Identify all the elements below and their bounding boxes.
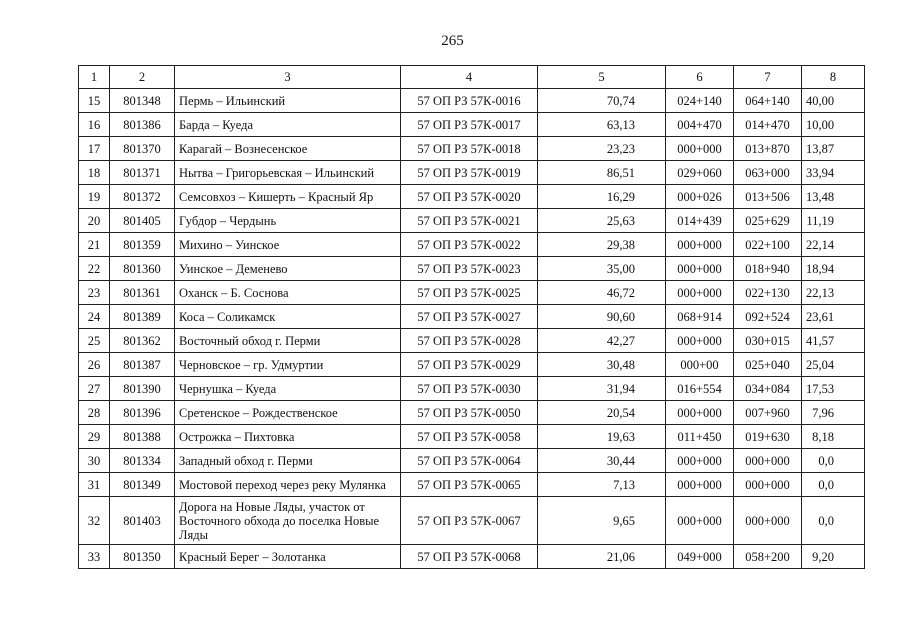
table-row bbox=[79, 233, 865, 257]
road-id-cell: 801388 bbox=[110, 425, 175, 449]
end-km-cell: 007+960 bbox=[734, 401, 802, 425]
road-code-cell: 57 ОП РЗ 57К-0068 bbox=[401, 545, 538, 569]
road-id-cell: 801387 bbox=[110, 353, 175, 377]
road-code-cell: 57 ОП РЗ 57К-0030 bbox=[401, 377, 538, 401]
section-length-cell: 0,0 bbox=[802, 473, 865, 497]
road-length-cell: 90,60 bbox=[538, 305, 666, 329]
start-km-cell: 068+914 bbox=[666, 305, 734, 329]
start-km-cell: 000+000 bbox=[666, 497, 734, 545]
road-code-cell: 57 ОП РЗ 57К-0016 bbox=[401, 89, 538, 113]
road-id-cell: 801396 bbox=[110, 401, 175, 425]
road-length-cell: 30,48 bbox=[538, 353, 666, 377]
header-row bbox=[79, 66, 865, 89]
section-length-cell: 7,96 bbox=[802, 401, 865, 425]
road-id-cell: 801371 bbox=[110, 161, 175, 185]
section-length-cell: 8,18 bbox=[802, 425, 865, 449]
row-number-cell: 20 bbox=[79, 209, 110, 233]
road-code-cell: 57 ОП РЗ 57К-0018 bbox=[401, 137, 538, 161]
road-code-cell: 57 ОП РЗ 57К-0058 bbox=[401, 425, 538, 449]
road-id-cell: 801349 bbox=[110, 473, 175, 497]
column-header: 3 bbox=[175, 66, 401, 89]
column-header: 5 bbox=[538, 66, 666, 89]
end-km-cell: 063+000 bbox=[734, 161, 802, 185]
section-length-cell: 13,48 bbox=[802, 185, 865, 209]
road-code-cell: 57 ОП РЗ 57К-0027 bbox=[401, 305, 538, 329]
row-number-cell: 24 bbox=[79, 305, 110, 329]
row-number-cell: 28 bbox=[79, 401, 110, 425]
road-length-cell: 29,38 bbox=[538, 233, 666, 257]
road-name-cell: Уинское – Деменево bbox=[175, 257, 401, 281]
road-code-cell: 57 ОП РЗ 57К-0065 bbox=[401, 473, 538, 497]
road-id-cell: 801386 bbox=[110, 113, 175, 137]
end-km-cell: 030+015 bbox=[734, 329, 802, 353]
start-km-cell: 000+000 bbox=[666, 233, 734, 257]
row-number-cell: 15 bbox=[79, 89, 110, 113]
road-id-cell: 801350 bbox=[110, 545, 175, 569]
road-name-cell: Оханск – Б. Соснова bbox=[175, 281, 401, 305]
road-name-cell: Губдор – Чердынь bbox=[175, 209, 401, 233]
road-length-cell: 23,23 bbox=[538, 137, 666, 161]
section-length-cell: 41,57 bbox=[802, 329, 865, 353]
road-name-cell: Восточный обход г. Перми bbox=[175, 329, 401, 353]
section-length-cell: 17,53 bbox=[802, 377, 865, 401]
row-number-cell: 23 bbox=[79, 281, 110, 305]
section-length-cell: 0,0 bbox=[802, 497, 865, 545]
road-name-cell: Пермь – Ильинский bbox=[175, 89, 401, 113]
road-id-cell: 801359 bbox=[110, 233, 175, 257]
start-km-cell: 014+439 bbox=[666, 209, 734, 233]
table-row bbox=[79, 137, 865, 161]
table-row bbox=[79, 281, 865, 305]
table-row bbox=[79, 209, 865, 233]
section-length-cell: 11,19 bbox=[802, 209, 865, 233]
table-body bbox=[79, 89, 865, 569]
road-length-cell: 19,63 bbox=[538, 425, 666, 449]
section-length-cell: 10,00 bbox=[802, 113, 865, 137]
road-id-cell: 801372 bbox=[110, 185, 175, 209]
end-km-cell: 000+000 bbox=[734, 473, 802, 497]
road-length-cell: 16,29 bbox=[538, 185, 666, 209]
road-id-cell: 801403 bbox=[110, 497, 175, 545]
start-km-cell: 000+000 bbox=[666, 449, 734, 473]
table-row bbox=[79, 161, 865, 185]
road-name-cell: Черновское – гр. Удмуртии bbox=[175, 353, 401, 377]
road-name-cell: Карагай – Вознесенское bbox=[175, 137, 401, 161]
start-km-cell: 016+554 bbox=[666, 377, 734, 401]
road-id-cell: 801405 bbox=[110, 209, 175, 233]
end-km-cell: 025+629 bbox=[734, 209, 802, 233]
table-row bbox=[79, 113, 865, 137]
start-km-cell: 000+000 bbox=[666, 401, 734, 425]
row-number-cell: 19 bbox=[79, 185, 110, 209]
road-id-cell: 801390 bbox=[110, 377, 175, 401]
table-row bbox=[79, 305, 865, 329]
table-row bbox=[79, 401, 865, 425]
end-km-cell: 019+630 bbox=[734, 425, 802, 449]
section-length-cell: 23,61 bbox=[802, 305, 865, 329]
road-code-cell: 57 ОП РЗ 57К-0029 bbox=[401, 353, 538, 377]
end-km-cell: 013+506 bbox=[734, 185, 802, 209]
road-length-cell: 86,51 bbox=[538, 161, 666, 185]
row-number-cell: 31 bbox=[79, 473, 110, 497]
row-number-cell: 29 bbox=[79, 425, 110, 449]
road-name-cell: Нытва – Григорьевская – Ильинский bbox=[175, 161, 401, 185]
section-length-cell: 18,94 bbox=[802, 257, 865, 281]
road-length-cell: 7,13 bbox=[538, 473, 666, 497]
road-id-cell: 801362 bbox=[110, 329, 175, 353]
column-header: 4 bbox=[401, 66, 538, 89]
table-row bbox=[79, 425, 865, 449]
column-header: 8 bbox=[802, 66, 865, 89]
table-row bbox=[79, 449, 865, 473]
road-id-cell: 801360 bbox=[110, 257, 175, 281]
road-code-cell: 57 ОП РЗ 57К-0022 bbox=[401, 233, 538, 257]
road-name-cell: Дорога на Новые Ляды, участок от Восточного обхода до поселка Новые Ляды bbox=[175, 497, 401, 545]
road-code-cell: 57 ОП РЗ 57К-0050 bbox=[401, 401, 538, 425]
start-km-cell: 000+026 bbox=[666, 185, 734, 209]
end-km-cell: 034+084 bbox=[734, 377, 802, 401]
road-code-cell: 57 ОП РЗ 57К-0064 bbox=[401, 449, 538, 473]
end-km-cell: 025+040 bbox=[734, 353, 802, 377]
road-code-cell: 57 ОП РЗ 57К-0025 bbox=[401, 281, 538, 305]
start-km-cell: 000+000 bbox=[666, 281, 734, 305]
roads-table bbox=[78, 65, 865, 569]
column-header: 6 bbox=[666, 66, 734, 89]
section-length-cell: 22,13 bbox=[802, 281, 865, 305]
row-number-cell: 30 bbox=[79, 449, 110, 473]
road-name-cell: Чернушка – Куеда bbox=[175, 377, 401, 401]
table-row bbox=[79, 257, 865, 281]
road-name-cell: Михино – Уинское bbox=[175, 233, 401, 257]
section-length-cell: 25,04 bbox=[802, 353, 865, 377]
road-name-cell: Острожка – Пихтовка bbox=[175, 425, 401, 449]
start-km-cell: 000+000 bbox=[666, 137, 734, 161]
road-length-cell: 21,06 bbox=[538, 545, 666, 569]
road-id-cell: 801361 bbox=[110, 281, 175, 305]
row-number-cell: 32 bbox=[79, 497, 110, 545]
section-length-cell: 9,20 bbox=[802, 545, 865, 569]
road-id-cell: 801348 bbox=[110, 89, 175, 113]
end-km-cell: 092+524 bbox=[734, 305, 802, 329]
road-code-cell: 57 ОП РЗ 57К-0020 bbox=[401, 185, 538, 209]
end-km-cell: 022+130 bbox=[734, 281, 802, 305]
start-km-cell: 049+000 bbox=[666, 545, 734, 569]
row-number-cell: 22 bbox=[79, 257, 110, 281]
start-km-cell: 000+00 bbox=[666, 353, 734, 377]
end-km-cell: 000+000 bbox=[734, 497, 802, 545]
road-code-cell: 57 ОП РЗ 57К-0067 bbox=[401, 497, 538, 545]
road-code-cell: 57 ОП РЗ 57К-0017 bbox=[401, 113, 538, 137]
road-name-cell: Коса – Соликамск bbox=[175, 305, 401, 329]
road-length-cell: 46,72 bbox=[538, 281, 666, 305]
start-km-cell: 000+000 bbox=[666, 473, 734, 497]
table-row bbox=[79, 329, 865, 353]
road-length-cell: 31,94 bbox=[538, 377, 666, 401]
start-km-cell: 024+140 bbox=[666, 89, 734, 113]
road-code-cell: 57 ОП РЗ 57К-0028 bbox=[401, 329, 538, 353]
table-row bbox=[79, 185, 865, 209]
end-km-cell: 064+140 bbox=[734, 89, 802, 113]
section-length-cell: 13,87 bbox=[802, 137, 865, 161]
road-length-cell: 9,65 bbox=[538, 497, 666, 545]
table-row bbox=[79, 377, 865, 401]
road-name-cell: Красный Берег – Золотанка bbox=[175, 545, 401, 569]
end-km-cell: 018+940 bbox=[734, 257, 802, 281]
road-length-cell: 63,13 bbox=[538, 113, 666, 137]
column-header: 2 bbox=[110, 66, 175, 89]
table-row bbox=[79, 497, 865, 545]
table-row bbox=[79, 545, 865, 569]
road-length-cell: 25,63 bbox=[538, 209, 666, 233]
road-id-cell: 801334 bbox=[110, 449, 175, 473]
road-name-cell: Барда – Куеда bbox=[175, 113, 401, 137]
road-id-cell: 801370 bbox=[110, 137, 175, 161]
road-code-cell: 57 ОП РЗ 57К-0021 bbox=[401, 209, 538, 233]
road-id-cell: 801389 bbox=[110, 305, 175, 329]
road-length-cell: 70,74 bbox=[538, 89, 666, 113]
end-km-cell: 000+000 bbox=[734, 449, 802, 473]
table-row bbox=[79, 353, 865, 377]
row-number-cell: 26 bbox=[79, 353, 110, 377]
table-row bbox=[79, 473, 865, 497]
road-length-cell: 20,54 bbox=[538, 401, 666, 425]
row-number-cell: 33 bbox=[79, 545, 110, 569]
end-km-cell: 022+100 bbox=[734, 233, 802, 257]
column-header: 1 bbox=[79, 66, 110, 89]
section-length-cell: 40,00 bbox=[802, 89, 865, 113]
start-km-cell: 029+060 bbox=[666, 161, 734, 185]
column-header: 7 bbox=[734, 66, 802, 89]
row-number-cell: 21 bbox=[79, 233, 110, 257]
road-length-cell: 35,00 bbox=[538, 257, 666, 281]
row-number-cell: 27 bbox=[79, 377, 110, 401]
start-km-cell: 004+470 bbox=[666, 113, 734, 137]
road-length-cell: 42,27 bbox=[538, 329, 666, 353]
row-number-cell: 16 bbox=[79, 113, 110, 137]
road-code-cell: 57 ОП РЗ 57К-0023 bbox=[401, 257, 538, 281]
row-number-cell: 18 bbox=[79, 161, 110, 185]
section-length-cell: 33,94 bbox=[802, 161, 865, 185]
start-km-cell: 000+000 bbox=[666, 329, 734, 353]
road-code-cell: 57 ОП РЗ 57К-0019 bbox=[401, 161, 538, 185]
row-number-cell: 17 bbox=[79, 137, 110, 161]
road-name-cell: Западный обход г. Перми bbox=[175, 449, 401, 473]
table-row bbox=[79, 89, 865, 113]
road-name-cell: Мостовой переход через реку Мулянка bbox=[175, 473, 401, 497]
end-km-cell: 013+870 bbox=[734, 137, 802, 161]
road-name-cell: Семсовхоз – Кишерть – Красный Яр bbox=[175, 185, 401, 209]
road-name-cell: Сретенское – Рождественское bbox=[175, 401, 401, 425]
section-length-cell: 0,0 bbox=[802, 449, 865, 473]
start-km-cell: 000+000 bbox=[666, 257, 734, 281]
page-number: 265 bbox=[441, 33, 464, 49]
end-km-cell: 014+470 bbox=[734, 113, 802, 137]
section-length-cell: 22,14 bbox=[802, 233, 865, 257]
row-number-cell: 25 bbox=[79, 329, 110, 353]
start-km-cell: 011+450 bbox=[666, 425, 734, 449]
end-km-cell: 058+200 bbox=[734, 545, 802, 569]
road-length-cell: 30,44 bbox=[538, 449, 666, 473]
